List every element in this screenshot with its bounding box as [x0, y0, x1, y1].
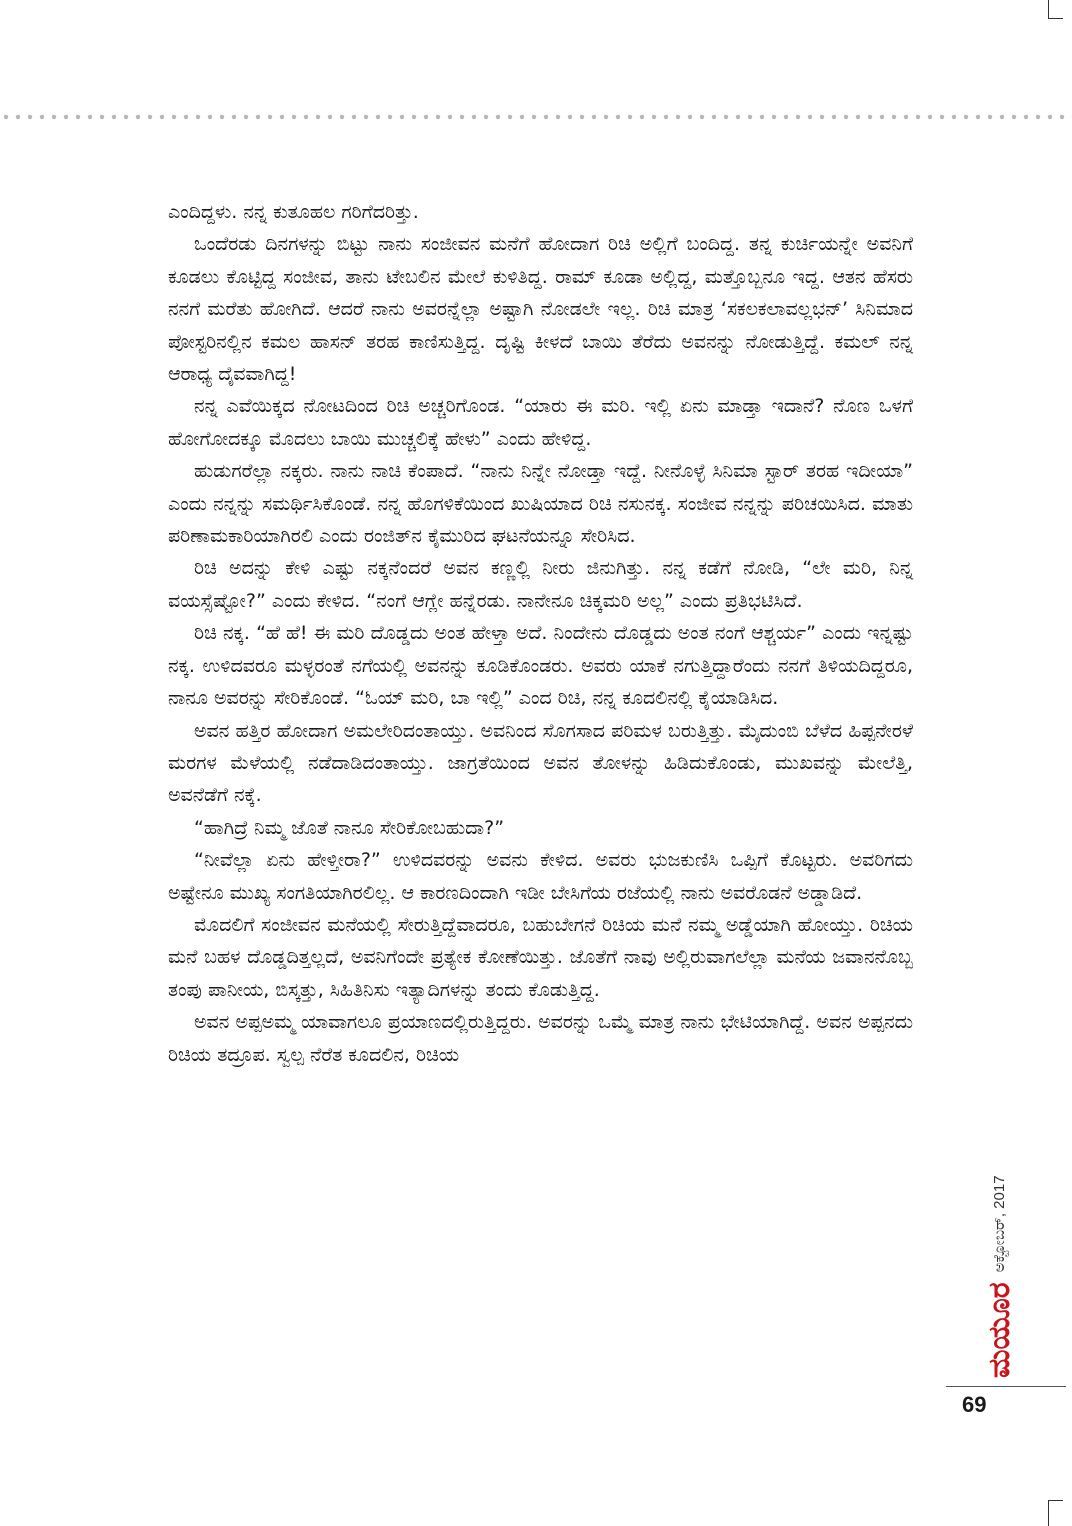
crop-mark-top	[1048, 0, 1063, 19]
paragraph: ಮೊದಲಿಗೆ ಸಂಜೀವನ ಮನೆಯಲ್ಲಿ ಸೇರುತ್ತಿದ್ದೆವಾದರೂ, ಬಹುಬೇಗನೆ ರಿಚಿಯ ಮನೆ ನಮ್ಮ ಅಡ್ಡೆಯಾಗಿ ಹೋಯ್ತು. ರಿಚಿಯ ಮನೆ ಬಹಳ ದೊಡ್ಡದಿತ್ತಲ್ಲದೆ, ಅವನಿಗೆಂದೇ ಪ್ರತ್ಯೇಕ ಕೋಣೆಯಿತ್ತು. ಜೊತೆಗೆ ನಾವು ಅಲ್ಲಿರುವಾಗಲೆಲ್ಲಾ ಮನೆಯ ಜವಾನನೊಬ್ಬ ತಂಪು ಪಾನೀಯ, ಬಿಸ್ಕತ್ತು, ಸಿಹಿತಿನಿಸು ಇತ್ಯಾದಿಗಳನ್ನು ತಂದು ಕೊಡುತ್ತಿದ್ದ.	[168, 913, 913, 1001]
paragraph: ಎಂದಿದ್ದಳು. ನನ್ನ ಕುತೂಹಲ ಗರಿಗೆದರಿತ್ತು.	[168, 201, 419, 223]
paragraph: ರಿಚಿ ಅದನ್ನು ಕೇಳಿ ಎಷ್ಟು ನಕ್ಕನೆಂದರೆ ಅವನ ಕಣ್ಣಲ್ಲಿ ನೀರು ಜಿನುಗಿತ್ತು. ನನ್ನ ಕಡೆಗೆ ನೋಡಿ, “ಲೇ ಮರಿ, ನಿನ್ನ ವಯಸ್ಸೆಷ್ಟೋ?” ಎಂದು ಕೇಳಿದ. “ನಂಗೆ ಆಗ್ಲೇ ಹನ್ನೆರಡು. ನಾನೇನೂ ಚಿಕ್ಕಮರಿ ಅಲ್ಲ” ಎಂದು ಪ್ರತಿಭಟಿಸಿದೆ.	[168, 557, 913, 612]
page-number: 69	[962, 1392, 987, 1417]
paragraph: “ಹಾಗಿದ್ರೆ ನಿಮ್ಮ ಜೊತೆ ನಾನೂ ಸೇರಿಕೋಬಹುದಾ?”	[194, 816, 505, 839]
dotted-divider	[0, 114, 1072, 120]
paragraph: “ನೀವೆಲ್ಲಾ ಏನು ಹೇಳ್ತೀರಾ?” ಉಳಿದವರನ್ನು ಅವನು ಕೇಳಿದ. ಅವರು ಭುಜಕುಣಿಸಿ ಒಪ್ಪಿಗೆ ಕೊಟ್ಟರು. ಅವರಿಗದು ಅಷ್ಟೇನೂ ಮುಖ್ಯ ಸಂಗತಿಯಾಗಿರಲಿಲ್ಲ. ಆ ಕಾರಣದಿಂದಾಗಿ ಇಡೀ ಬೇಸಿಗೆಯ ರಜೆಯಲ್ಲಿ ನಾನು ಅವರೊಡನೆ ಅಡ್ಡಾಡಿದೆ.	[168, 849, 913, 904]
paragraph: ರಿಚಿ ನಕ್ಕ. “ಹೆ ಹೆ! ಈ ಮರಿ ದೊಡ್ಡದು ಅಂತ ಹೇಳ್ತಾ ಅದೆ. ನಿಂದೇನು ದೊಡ್ಡದು ಅಂತ ನಂಗೆ ಆಶ್ಚರ್ಯ” ಎಂದು ಇನ್ನಷ್ಟು ನಕ್ಕ. ಉಳಿದವರೂ ಮಳ್ಳರಂತೆ ನಗೆಯಲ್ಲಿ ಅವನನ್ನು ಕೂಡಿಕೊಂಡರು. ಅವರು ಯಾಕೆ ನಗುತ್ತಿದ್ದಾರೆಂದು ನನಗೆ ತಿಳಿಯದಿದ್ದರೂ, ನಾನೂ ಅವರನ್ನು ಸೇರಿಕೊಂಡೆ. “ಓಯ್ ಮರಿ, ಬಾ ಇಲ್ಲಿ” ಎಂದ ರಿಚಿ, ನನ್ನ ಕೂದಲಿನಲ್ಲಿ ಕೈಯಾಡಿಸಿದ.	[168, 622, 913, 710]
magazine-sidebar	[962, 1078, 1017, 1378]
paragraph: ಅವನ ಹತ್ತಿರ ಹೋದಾಗ ಅಮಲೇರಿದಂತಾಯ್ತು. ಅವನಿಂದ ಸೊಗಸಾದ ಪರಿಮಳ ಬರುತ್ತಿತ್ತು. ಮೈದುಂಬಿ ಬೆಳೆದ ಹಿಪ್ಪನೇರಳೆ ಮರಗಳ ಮೆಳೆಯಲ್ಲಿ ನಡೆದಾಡಿದಂತಾಯ್ತು. ಜಾಗ್ರತೆಯಿಂದ ಅವನ ತೋಳನ್ನು ಹಿಡಿದುಕೊಂಡು, ಮುಖವನ್ನು ಮೇಲೆತ್ತಿ, ಅವನೆಡೆಗೆ ನಕ್ಕೆ.	[168, 719, 913, 807]
paragraph: ನನ್ನ ಎವೆಯಿಕ್ಕದ ನೋಟದಿಂದ ರಿಚಿ ಅಚ್ಚರಿಗೊಂಡ. “ಯಾರು ಈ ಮರಿ. ಇಲ್ಲಿ ಏನು ಮಾಡ್ತಾ ಇದಾನೆ? ನೊಣ ಒಳಗೆ ಹೋಗೋದಕ್ಕೂ ಮೊದಲು ಬಾಯಿ ಮುಚ್ಚಲಿಕ್ಕೆ ಹೇಳು” ಎಂದು ಹೇಳಿದ್ದ.	[168, 395, 913, 450]
issue-date: ಅಕ್ಟೋಬರ್, 2017	[991, 1175, 1008, 1273]
paragraph: ಅವನ ಅಪ್ಪಅಮ್ಮ ಯಾವಾಗಲೂ ಪ್ರಯಾಣದಲ್ಲಿರುತ್ತಿದ್ದರು. ಅವರನ್ನು ಒಮ್ಮೆ ಮಾತ್ರ ನಾನು ಭೇಟಿಯಾಗಿದ್ದೆ. ಅವನ ಅಪ್ಪನದು ರಿಚಿಯ ತದ್ರೂಪ. ಸ್ವಲ್ಪ ನೆರೆತ ಕೂದಲಿನ, ರಿಚಿಯ	[168, 1011, 913, 1066]
paragraph: ಒಂದೆರಡು ದಿನಗಳನ್ನು ಬಿಟ್ಟು ನಾನು ಸಂಜೀವನ ಮನೆಗೆ ಹೋದಾಗ ರಿಚಿ ಅಲ್ಲಿಗೆ ಬಂದಿದ್ದ. ತನ್ನ ಕುರ್ಚಿಯನ್ನೇ ಅವನಿಗೆ ಕೂಡಲು ಕೊಟ್ಟಿದ್ದ ಸಂಜೀವ, ತಾನು ಟೇಬಲಿನ ಮೇಲೆ ಕುಳಿತಿದ್ದ. ರಾಮ್ ಕೂಡಾ ಅಲ್ಲಿದ್ದ, ಮತ್ತೊಬ್ಬನೂ ಇದ್ದ. ಆತನ ಹೆಸರು ನನಗೆ ಮರೆತು ಹೋಗಿದೆ. ಆದರೆ ನಾನು ಅವರನ್ನೆಲ್ಲಾ ಅಷ್ಟಾಗಿ ನೋಡಲೇ ಇಲ್ಲ. ರಿಚಿ ಮಾತ್ರ ‘ಸಕಲಕಲಾವಲ್ಲಭನ್’ ಸಿನಿಮಾದ ಪೋಸ್ಟರಿನಲ್ಲಿನ ಕಮಲ ಹಾಸನ್ ತರಹ ಕಾಣಿಸುತ್ತಿದ್ದ. ದೃಷ್ಟಿ ಕೀಳದೆ ಬಾಯಿ ತೆರೆದು ಅವನನ್ನು ನೋಡುತ್ತಿದ್ದೆ. ಕಮಲ್ ನನ್ನ ಆರಾಧ್ಯ ದೈವವಾಗಿದ್ದ!	[168, 233, 913, 386]
article-body	[168, 196, 913, 1071]
crop-mark-bottom	[1048, 1500, 1063, 1526]
page-number-rule	[946, 1386, 1066, 1387]
magazine-logo: ಮಯೂರ	[982, 1282, 1017, 1378]
paragraph: ಹುಡುಗರೆಲ್ಲಾ ನಕ್ಕರು. ನಾನು ನಾಚಿ ಕೆಂಪಾದೆ. “ನಾನು ನಿನ್ನೇ ನೋಡ್ತಾ ಇದ್ದೆ. ನೀನೊಳ್ಳೆ ಸಿನಿಮಾ ಸ್ಟಾರ್ ತರಹ ಇದೀಯಾ” ಎಂದು ನನ್ನನ್ನು ಸಮರ್ಥಿಸಿಕೊಂಡೆ. ನನ್ನ ಹೊಗಳಿಕೆಯಿಂದ ಖುಷಿಯಾದ ರಿಚಿ ನಸುನಕ್ಕ. ಸಂಜೀವ ನನ್ನನ್ನು ಪರಿಚಯಿಸಿದ. ಮಾತು ಪರಿಣಾಮಕಾರಿಯಾಗಿರಲಿ ಎಂದು ರಂಜಿತ್‌ನ ಕೈಮುರಿದ ಘಟನೆಯನ್ನೂ ಸೇರಿಸಿದ.	[168, 460, 913, 548]
